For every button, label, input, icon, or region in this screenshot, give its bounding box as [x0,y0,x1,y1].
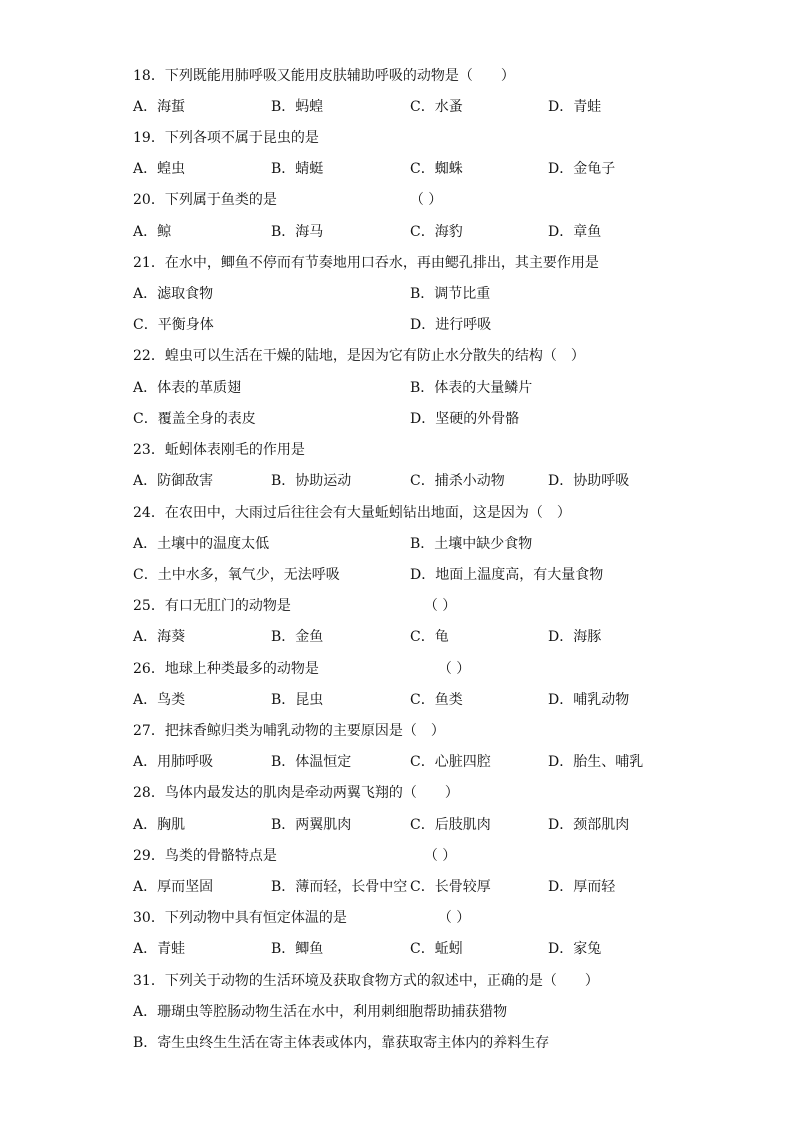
question-21-stem: 21．在水中，鲫鱼不停而有节奏地用口吞水，再由鳃孔排出，其主要作用是 [133,255,599,271]
question-27-stem: 27．把抹香鲸归类为哺乳动物的主要原因是（ ） [133,723,445,739]
question-18-options [133,97,733,117]
option-c: C．蚯蚓 [410,941,463,957]
question-18-stem: 18．下列既能用肺呼吸又能用皮肤辅助呼吸的动物是（ ） [133,68,515,84]
option-d: D．胎生、哺乳 [548,754,644,770]
question-31-stem: 31．下列关于动物的生活环境及获取食物方式的叙述中，正确的是（ ） [133,973,599,989]
option-a: A．滤取食物 [133,286,214,302]
question-19-stem: 19．下列各项不属于昆虫的是 [133,130,319,146]
question-30-stem: 30．下列动物中具有恒定体温的是 （ ） [133,910,471,926]
option-a: A．体表的革质翅 [133,380,242,396]
option-b: B．薄而轻，长骨中空 [271,879,408,895]
question-26-options [133,690,733,710]
option-c: C．鱼类 [410,692,463,708]
question-26-stem: 26．地球上种类最多的动物是 （ ） [133,661,471,677]
question-22-stem: 22．蝗虫可以生活在干燥的陆地，是因为它有防止水分散失的结构（ ） [133,348,585,364]
option-b: B．鲫鱼 [271,941,324,957]
question-22-options-row1 [133,378,733,398]
option-b: B．蜻蜓 [271,161,324,177]
option-d: D．青蛙 [548,99,602,115]
question-25-options [133,627,733,647]
question-22-options-row2 [133,409,733,429]
option-c: C．心脏四腔 [410,754,491,770]
option-a: A．鸟类 [133,692,186,708]
option-c: C．土中水多，氧气少，无法呼吸 [133,567,340,583]
option-b: B．体表的大量鳞片 [410,380,533,396]
option-a: A．胸肌 [133,817,186,833]
question-20-options [133,222,733,242]
question-31-option-a: A．珊瑚虫等腔肠动物生活在水中，利用刺细胞帮助捕获猎物 [133,1004,508,1020]
option-d: D．坚硬的外骨骼 [410,411,520,427]
question-19-options [133,159,733,179]
question-23-options [133,471,733,491]
option-d: D．章鱼 [548,224,602,240]
option-a: A．青蛙 [133,941,186,957]
option-a: A．厚而坚固 [133,879,214,895]
question-31-option-b: B．寄生虫终生生活在寄主体表或体内，靠获取寄主体内的养料生存 [133,1035,550,1051]
option-c: C．覆盖全身的表皮 [133,411,256,427]
option-c: C．蜘蛛 [410,161,463,177]
option-a: A．蝗虫 [133,161,186,177]
option-a: A．土壤中的温度太低 [133,536,270,552]
question-23-stem: 23．蚯蚓体表刚毛的作用是 [133,442,305,458]
option-b: B．协助运动 [271,473,352,489]
question-30-options [133,939,733,959]
option-d: D．地面上温度高，有大量食物 [410,567,604,583]
option-b: B．蚂蝗 [271,99,324,115]
option-c: C．捕杀小动物 [410,473,505,489]
option-a: A．海蜇 [133,99,186,115]
option-b: B．金鱼 [271,629,324,645]
option-c: C．平衡身体 [133,317,214,333]
option-d: D．协助呼吸 [548,473,630,489]
option-c: C．后肢肌肉 [410,817,491,833]
option-c: C．海豹 [410,224,463,240]
option-d: D．颈部肌肉 [548,817,630,833]
question-28-stem: 28．鸟体内最发达的肌肉是牵动两翼飞翔的（ ） [133,785,459,801]
option-b: B．调节比重 [410,286,491,302]
option-d: D．哺乳动物 [548,692,630,708]
option-c: C．水蚤 [410,99,463,115]
option-d: D．厚而轻 [548,879,616,895]
question-21-options-row1 [133,284,733,304]
option-a: A．防御敌害 [133,473,214,489]
option-b: B．海马 [271,224,324,240]
question-20-stem: 20．下列属于鱼类的是 （ ） [133,192,443,208]
option-c: C．龟 [410,629,449,645]
question-24-stem: 24．在农田中，大雨过后往往会有大量蚯蚓钻出地面，这是因为（ ） [133,505,571,521]
option-d: D．海豚 [548,629,602,645]
question-27-options [133,752,733,772]
option-a: A．海葵 [133,629,186,645]
option-c: C．长骨较厚 [410,879,491,895]
option-d: D．家兔 [548,941,602,957]
option-a: A．用肺呼吸 [133,754,214,770]
option-b: B．昆虫 [271,692,324,708]
question-25-stem: 25．有口无肛门的动物是 （ ） [133,598,457,614]
question-24-options-row1 [133,534,733,554]
option-b: B．体温恒定 [271,754,352,770]
question-21-options-row2 [133,315,733,335]
option-a: A．鲸 [133,224,172,240]
option-b: B．土壤中缺少食物 [410,536,533,552]
option-d: D．进行呼吸 [410,317,492,333]
question-29-options [133,877,733,897]
question-28-options [133,815,733,835]
question-29-stem: 29．鸟类的骨骼特点是 （ ） [133,848,457,864]
option-d: D．金龟子 [548,161,616,177]
question-24-options-row2 [133,565,733,585]
option-b: B．两翼肌肉 [271,817,352,833]
